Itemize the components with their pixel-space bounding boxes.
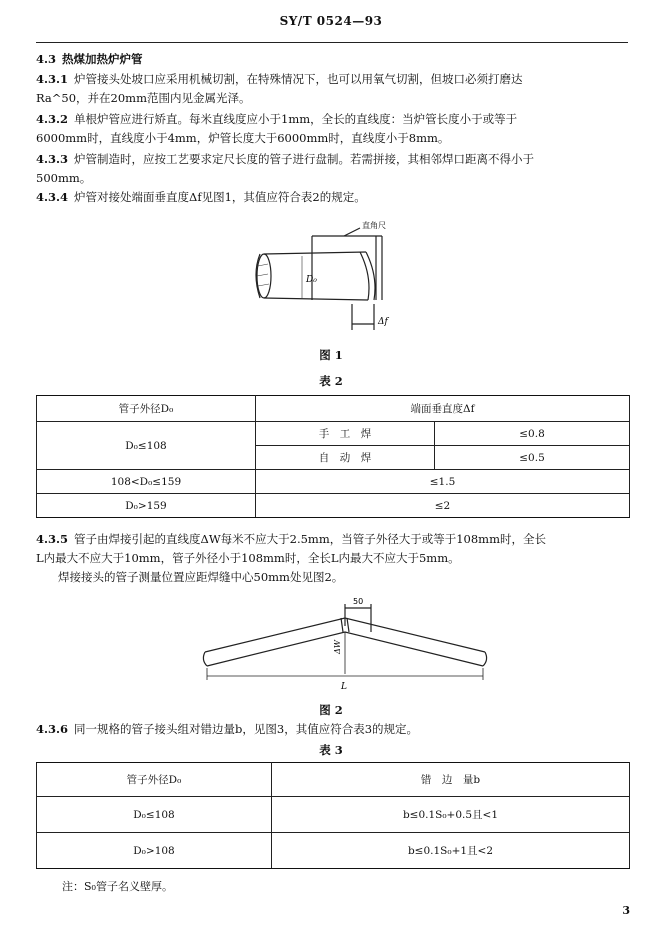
paragraph-line: 同一规格的管子接头组对错边量b，见图3，其值应符合表3的规定。 <box>74 722 419 736</box>
table-2-cell: ≤0.5 <box>435 446 630 470</box>
paragraph-line: 500mm。 <box>36 171 92 185</box>
paragraph-line: 单根炉管应进行矫直。每米直线度应小于1mm，全长的直线度：当炉管长度小于或等于 <box>74 112 518 126</box>
table-3-cell: b≤0.1S₀+0.5且<1 <box>272 797 630 833</box>
figure-1-label-right-angle: 直角尺 <box>362 221 386 230</box>
figure-2-label-l: L <box>341 682 347 692</box>
clause-number: 4.3.4 <box>36 190 69 204</box>
paragraph-4-3-6 <box>36 720 630 739</box>
clause-number: 4.3.3 <box>36 152 69 166</box>
paragraph-4-3-3 <box>36 150 630 188</box>
page-number: 3 <box>622 904 630 917</box>
paragraph-line: 炉管制造时，应按工艺要求定尺长度的管子进行盘制。若需拼接，其相邻焊口距离不得小于 <box>74 152 535 166</box>
clause-number: 4.3.2 <box>36 112 69 126</box>
table-2-cell: ≤0.8 <box>435 422 630 446</box>
table-2-cell: 108<D₀≤159 <box>37 470 256 494</box>
figure-1-caption: 图 1 <box>319 348 343 362</box>
figure-2-label-w: ΔW <box>333 640 342 654</box>
figure-2-label-50: 50 <box>353 597 364 606</box>
table-2-caption: 表 2 <box>319 374 343 388</box>
table-3 <box>36 762 630 869</box>
clause-number: 4.3.6 <box>36 722 69 736</box>
paragraph-line: 炉管接头处坡口应采用机械切割，在特殊情况下，也可以用氧气切割，但坡口必须打磨达 <box>74 72 523 86</box>
table-2-header-cell: 端面垂直度Δf <box>256 396 630 422</box>
table-3-cell: D₀≤108 <box>37 797 272 833</box>
figure-2-caption: 图 2 <box>319 703 343 717</box>
document-header: SY/T 0524—93 <box>279 14 383 28</box>
paragraph-line: 管子由焊接引起的直线度ΔW每米不应大于2.5mm，当管子外径大于或等于108mm时，全长 <box>74 532 546 546</box>
paragraph-line: 炉管对接处端面垂直度Δf见图1，其值应符合表2的规定。 <box>74 190 366 204</box>
table-2-cell: D₀≤108 <box>37 422 256 470</box>
table-2-header-cell: 管子外径D₀ <box>37 396 256 422</box>
table-2-cell: 自 动 焊 <box>256 446 435 470</box>
section-heading <box>36 50 630 69</box>
paragraph-4-3-4 <box>36 188 630 207</box>
clause-number: 4.3.1 <box>36 72 69 86</box>
paragraph-line: Ra^50，并在20mm范围内见金属光泽。 <box>36 91 251 105</box>
figure-1-label-d: D₀ <box>306 275 317 285</box>
paragraph-line: 焊接接头的管子测量位置应距焊缝中心50mm处见图2。 <box>58 570 344 584</box>
figure-2-diagram <box>195 596 495 700</box>
header-rule <box>36 42 628 43</box>
section-title: 热煤加热炉炉管 <box>62 52 143 66</box>
table-3-cell: b≤0.1S₀+1且<2 <box>272 833 630 869</box>
table-2-cell: 手 工 焊 <box>256 422 435 446</box>
figure-1-diagram <box>240 214 420 338</box>
table-2-cell: ≤2 <box>256 494 630 518</box>
paragraph-4-3-2 <box>36 110 630 148</box>
table-2 <box>36 395 630 518</box>
paragraph-4-3-1 <box>36 70 630 108</box>
table-2-cell: D₀>159 <box>37 494 256 518</box>
table-2-cell: ≤1.5 <box>256 470 630 494</box>
table-3-cell: D₀>108 <box>37 833 272 869</box>
table-3-caption: 表 3 <box>319 743 343 757</box>
figure-1-label-f: Δf <box>378 317 388 327</box>
paragraph-line: L内最大不应大于10mm，管子外径小于108mm时，全长L内最大不应大于5mm。 <box>36 551 460 565</box>
table-3-note: 注：S₀管子名义壁厚。 <box>62 880 173 893</box>
paragraph-4-3-5 <box>36 530 630 587</box>
paragraph-line: 6000mm时，直线度小于4mm，炉管长度大于6000mm时，直线度小于8mm。 <box>36 131 450 145</box>
table-3-header-cell: 错 边 量b <box>272 763 630 797</box>
clause-number: 4.3.5 <box>36 532 69 546</box>
section-number: 4.3 <box>36 52 57 66</box>
table-3-header-cell: 管子外径D₀ <box>37 763 272 797</box>
